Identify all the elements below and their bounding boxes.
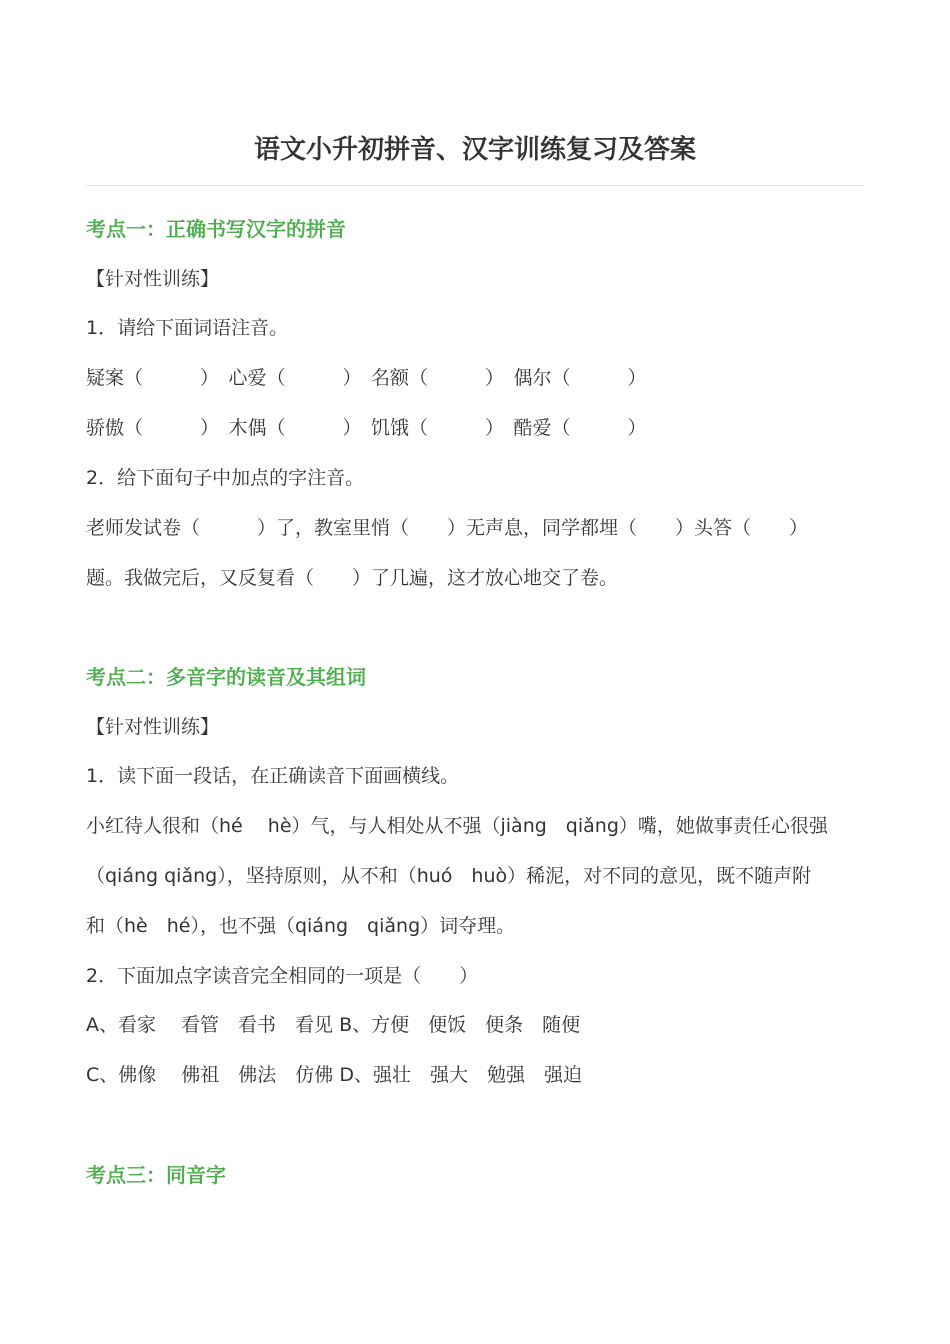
- section1-question2: 2．给下面句子中加点的字注音。: [86, 467, 365, 489]
- section1-heading: 考点一：正确书写汉字的拼音: [86, 217, 346, 241]
- section1-label: 【针对性训练】: [86, 268, 220, 290]
- section2-heading: 考点二：多音字的读音及其组词: [86, 665, 366, 689]
- section2-question1-line3: 和（hè hé），也不强（qiáng qiǎng）词夺理。: [86, 915, 516, 937]
- section2-label: 【针对性训练】: [86, 716, 220, 738]
- section2-question1-line2: （qiáng qiǎng），坚持原则，从不和（huó huò）稀泥，对不同的意见，既不随声附: [86, 865, 812, 887]
- section2-question1: 1．读下面一段话，在正确读音下面画横线。: [86, 765, 460, 787]
- section2-question1-line1: 小红待人很和（hé hè）气，与人相处从不强（jiàng qiǎng）嘴，她做事责任心很强: [86, 815, 828, 837]
- page-title: 语文小升初拼音、汉字训练复习及答案: [253, 135, 696, 165]
- section1-question1: 1．请给下面词语注音。: [86, 317, 289, 339]
- section2-options-c-d: C、佛像 佛祖 佛法 仿佛 D、强壮 强大 勉强 强迫: [86, 1064, 582, 1086]
- section1-question2-line1: 老师发试卷（ ）了，教室里悄（ ）无声息，同学都埋（ ）头答（ ）: [86, 517, 809, 539]
- section1-question1-row2: 骄傲（ ） 木偶（ ） 饥饿（ ） 酷爱（ ）: [86, 417, 647, 439]
- section1-question1-row1: 疑案（ ） 心爱（ ） 名额（ ） 偶尔（ ）: [86, 367, 647, 389]
- section1-question2-line2: 题。我做完后，又反复看（ ）了几遍，这才放心地交了卷。: [86, 567, 619, 589]
- section2-options-a-b: A、看家 看管 看书 看见 B、方便 便饭 便条 随便: [86, 1014, 581, 1036]
- section2-question2: 2．下面加点字读音完全相同的一项是（ ）: [86, 965, 479, 987]
- title-divider: [86, 185, 864, 186]
- section3-heading: 考点三：同音字: [86, 1163, 226, 1187]
